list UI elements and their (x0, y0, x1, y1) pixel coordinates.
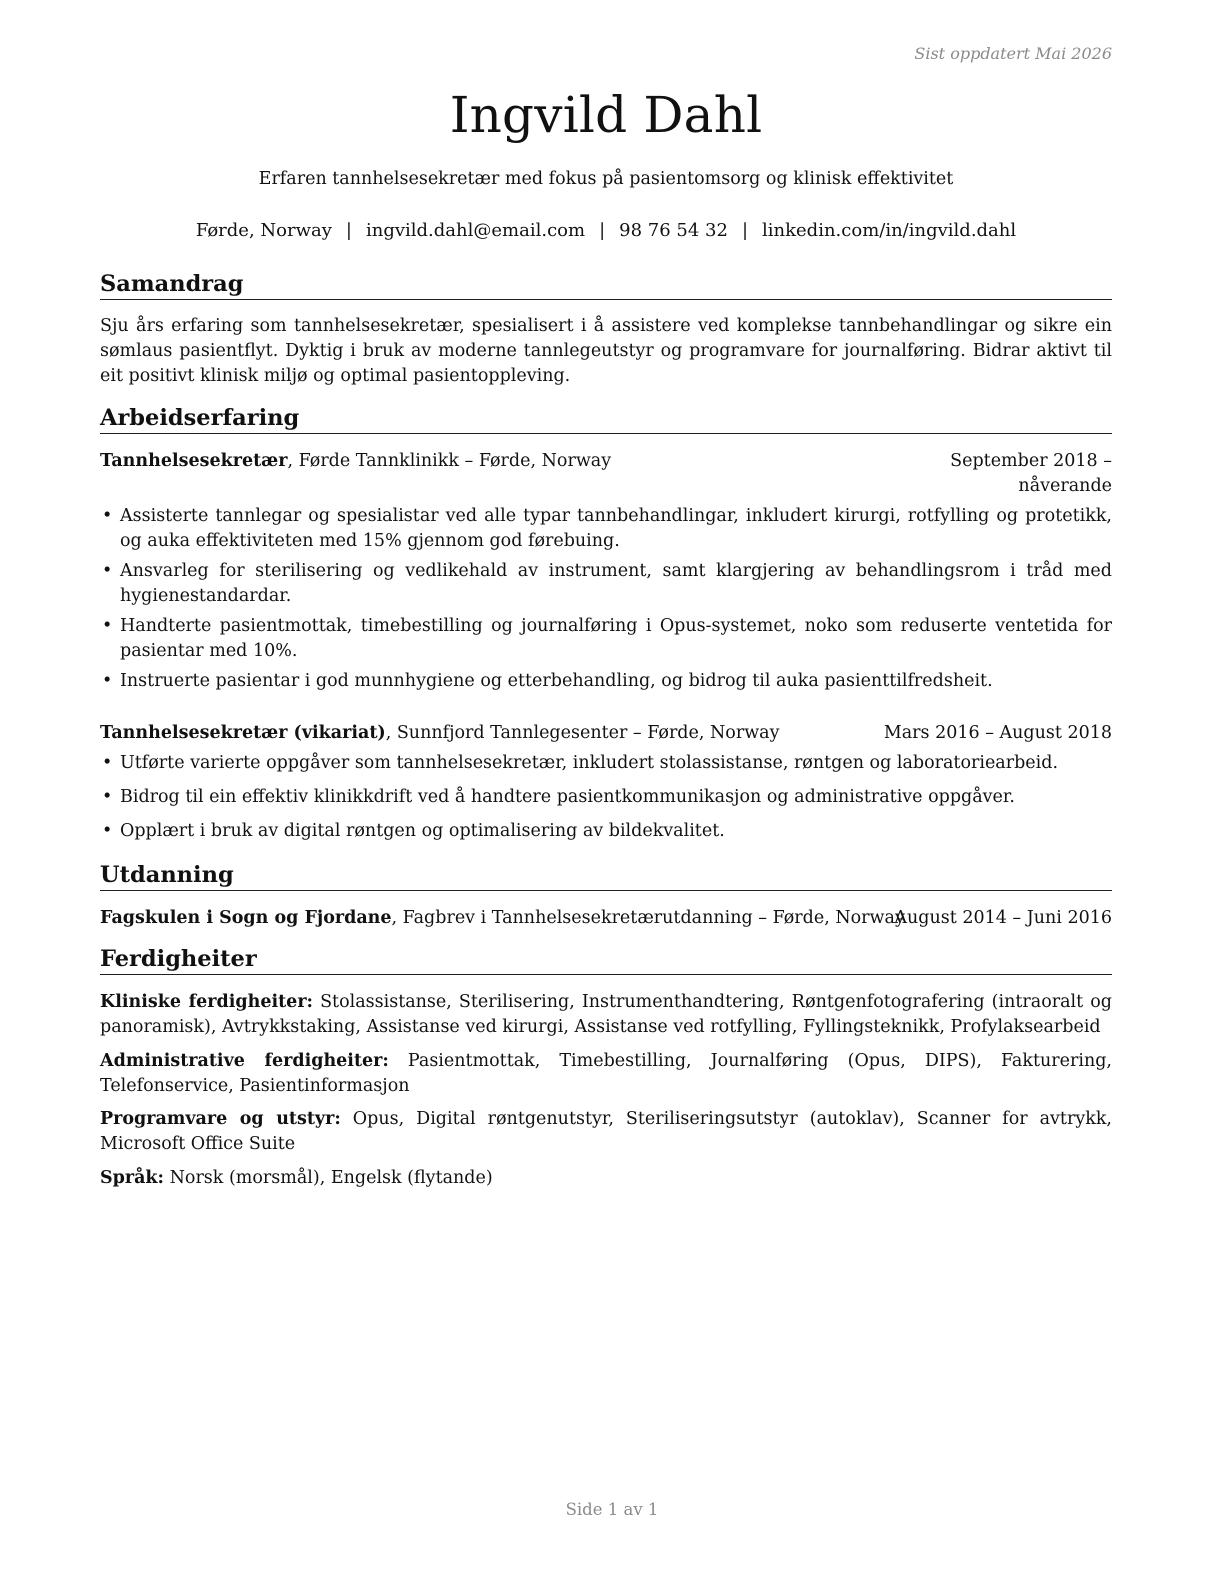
tagline: Erfaren tannhelsesekretær med fokus på pasientomsorg og klinisk effektivitet (258, 169, 954, 189)
contact-location: Førde, Norway (195, 220, 332, 241)
skill-group (100, 1166, 1112, 1191)
candidate-name: Ingvild Dahl (449, 86, 763, 144)
list-item: • Opplært i bruk av digital røntgen og optimalisering av bildekvalitet. (100, 819, 1112, 844)
skill-label: Språk: (100, 1168, 165, 1188)
job-org: , Førde Tannklinikk – Førde, Norway (287, 451, 612, 471)
contact-separator: | (345, 220, 352, 241)
summary-text: Sju års erfaring som tannhelsesekretær, spesialisert i å assistere ved komplekse tannbehandlingar og sikre ein sømlaus pasientflyt. Dyktig i bruk av moderne tannlegeutstyr og programvare for journalføring. Bidrar aktivt til eit positivt klinisk miljø og optimal pasientoppleving. (100, 316, 1112, 386)
section-title-summary: Samandrag (100, 270, 1112, 300)
education-school: Fagskulen i Sogn og Fjordane (100, 908, 392, 928)
skill-group (100, 1107, 1112, 1157)
list-item: • Ansvarleg for sterilisering og vedlikehald av instrument, samt klargjering av behandlingsrom i tråd med hygienestandardar. (100, 559, 1112, 609)
education-entry (100, 906, 1112, 931)
skill-text: Pasientmottak, Timebestilling, Journalføring (Opus, DIPS), Fakturering, Telefonservice, Pasientinformasjon (100, 1051, 1112, 1096)
contact-linkedin[interactable]: linkedin.com/in/ingvild.dahl (762, 220, 1017, 241)
job-bullets (100, 751, 1112, 844)
job-dates: September 2018 – nåverande (950, 451, 1112, 496)
list-item: • Instruerte pasientar i god munnhygiene og etterbehandling, og bidrog til auka pasienttilfredsheit. (100, 669, 1112, 694)
skill-label: Programvare og utstyr: (100, 1109, 341, 1129)
education-program: , Fagbrev i Tannhelsesekretærutdanning – Førde, Norway (391, 908, 905, 928)
skill-text: Opus, Digital røntgenutstyr, Steriliseringsutstyr (autoklav), Scanner for avtrykk, Microsoft Office Suite (100, 1109, 1112, 1154)
section-title-education: Utdanning (100, 861, 1112, 891)
section-title-experience: Arbeidserfaring (100, 404, 1112, 434)
list-item: • Assisterte tannlegar og spesialistar ved alle typar tannbehandlingar, inkludert kirurgi, rotfylling og protetikk, og auka effektiviteten med 15% gjennom god førebuing. (100, 504, 1112, 554)
skill-text: Norsk (morsmål), Engelsk (flytande) (164, 1168, 493, 1188)
list-item: • Utførte varierte oppgåver som tannhelsesekretær, inkludert stolassistanse, røntgen og laboratoriearbeid. (100, 751, 1112, 776)
contact-separator: | (599, 220, 606, 241)
skill-label: Administrative ferdigheiter: (100, 1051, 389, 1071)
job-header (100, 449, 1112, 496)
list-item: • Handterte pasientmottak, timebestilling og journalføring i Opus-systemet, noko som reduserte ventetida for pasientar med 10%. (100, 614, 1112, 664)
contact-separator: | (741, 220, 749, 241)
education-dates: August 2014 – Juni 2016 (894, 908, 1112, 928)
skill-group (100, 990, 1112, 1040)
job-header (100, 721, 1112, 746)
skill-text: Stolassistanse, Sterilisering, Instrumenthandtering, Røntgenfotografering (intraoralt og panoramisk), Avtrykkstaking, Assistanse ved kirurgi, Assistanse ved rotfylling, Fyllingsteknikk, Profylaksearbeid (100, 992, 1112, 1037)
job-role: Tannhelsesekretær (vikariat) (100, 723, 386, 743)
contact-line (100, 220, 1112, 241)
page-number: Side 1 av 1 (565, 1500, 659, 1519)
skill-label: Kliniske ferdigheiter: (100, 992, 313, 1012)
job-role: Tannhelsesekretær (100, 451, 288, 471)
last-updated: Sist oppdatert Mai 2026 (914, 44, 1112, 63)
job-bullets (100, 504, 1112, 694)
job-dates: Mars 2016 – August 2018 (883, 723, 1112, 743)
skill-group (100, 1049, 1112, 1099)
list-item: • Bidrog til ein effektiv klinikkdrift ved å handtere pasientkommunikasjon og administrative oppgåver. (100, 785, 1112, 810)
resume-page (100, 0, 1112, 1584)
contact-email[interactable]: ingvild.dahl@email.com (365, 220, 586, 241)
contact-phone: 98 76 54 32 (619, 220, 728, 241)
job-org: , Sunnfjord Tannlegesenter – Førde, Norway (385, 723, 780, 743)
section-title-skills: Ferdigheiter (100, 945, 1112, 975)
